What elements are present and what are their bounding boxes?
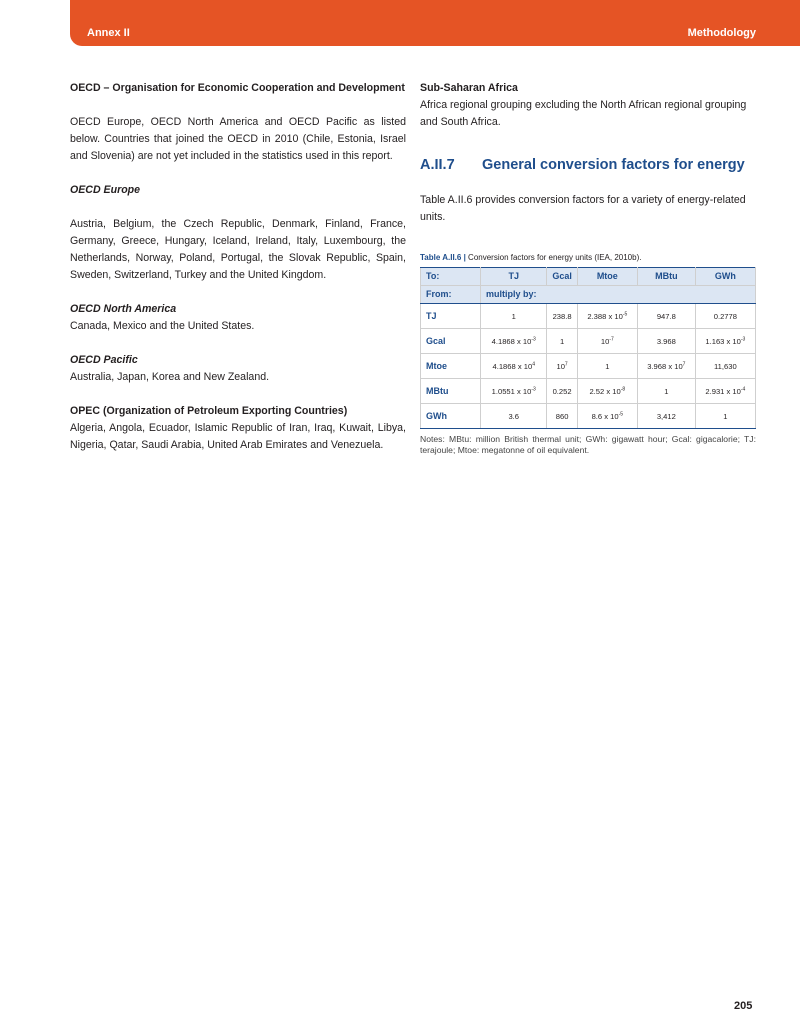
page-number: 205	[734, 1000, 753, 1012]
column-header: GWh	[695, 268, 755, 286]
cell-value: 238.8	[552, 311, 572, 321]
table-cell	[695, 379, 755, 404]
row-unit-label: Mtoe	[421, 354, 481, 379]
cell-value: 0.2778	[713, 311, 737, 321]
left-column	[70, 80, 406, 454]
table-cell	[637, 329, 695, 354]
cell-value: 860	[555, 411, 569, 421]
table-cell	[481, 304, 547, 329]
cell-value: 11,630	[714, 361, 737, 371]
table-cell	[637, 404, 695, 429]
table-row	[421, 354, 756, 379]
oecd-pacific-list: Australia, Japan, Korea and New Zealand.	[70, 371, 270, 383]
cell-exponent: 7	[564, 360, 568, 367]
table-cell	[695, 304, 755, 329]
oecd-heading: OECD – Organisation for Economic Cooperation and Development	[70, 82, 405, 94]
cell-value: 8.6 x 10	[591, 411, 619, 421]
oecd-north-america-list: Canada, Mexico and the United States.	[70, 320, 255, 332]
table-cell	[547, 304, 577, 329]
cell-value: 1.163 x 10	[705, 336, 741, 346]
table-cell	[695, 404, 755, 429]
multiply-by-label: multiply by:	[481, 286, 756, 304]
cell-value: 1	[511, 311, 516, 321]
cell-value: 1	[605, 361, 610, 371]
section-description: Table A.II.6 provides conversion factors for a variety of energy-related units.	[420, 194, 746, 223]
cell-value: 3.968	[656, 336, 676, 346]
header-section-label: Methodology	[687, 27, 756, 39]
cell-value: 10	[600, 336, 610, 346]
table-cell	[695, 354, 755, 379]
cell-exponent: -3	[740, 335, 746, 342]
table-cell	[547, 379, 577, 404]
cell-value: 3.6	[508, 411, 520, 421]
table-from-row	[421, 286, 756, 304]
opec-heading: OPEC (Organization of Petroleum Exporting Countries)	[70, 405, 348, 417]
table-cell	[695, 329, 755, 354]
table-cell	[637, 379, 695, 404]
table-label: Table A.II.6 |	[420, 253, 466, 262]
oecd-description: OECD Europe, OECD North America and OECD Pacific as listed below. Countries that joined the OECD in 2010 (Chile, Estonia, Israel and Slovenia) are not yet included in the statistics used in this report.	[70, 116, 406, 162]
table-cell	[481, 379, 547, 404]
cell-exponent: -3	[531, 335, 536, 342]
table-cell	[481, 329, 547, 354]
page-header	[70, 0, 800, 46]
table-cell	[577, 379, 637, 404]
column-header: Gcal	[547, 268, 577, 286]
cell-value: 1	[723, 411, 728, 421]
ssa-description: Africa regional grouping excluding the North African regional grouping and South Africa.	[420, 99, 747, 128]
oecd-north-america-heading: OECD North America	[70, 303, 177, 315]
row-unit-label: GWh	[421, 404, 481, 429]
section-heading	[420, 155, 756, 175]
column-header: MBtu	[637, 268, 695, 286]
table-row	[421, 379, 756, 404]
table-header-row	[421, 268, 756, 286]
cell-value: 4.1868 x 10	[491, 336, 532, 346]
table-cell	[481, 354, 547, 379]
table-cell	[481, 404, 547, 429]
column-header: TJ	[481, 268, 547, 286]
row-unit-label: MBtu	[421, 379, 481, 404]
table-cell	[577, 354, 637, 379]
cell-value: 2.388 x 10	[587, 311, 623, 321]
table-caption-text: Conversion factors for energy units (IEA, 2010b).	[468, 253, 642, 262]
cell-exponent: -7	[609, 335, 614, 342]
right-column	[420, 80, 756, 456]
oecd-europe-heading: OECD Europe	[70, 184, 141, 196]
to-label: To:	[421, 268, 481, 286]
cell-value: 3,412	[656, 411, 676, 421]
row-unit-label: Gcal	[421, 329, 481, 354]
conversion-table	[420, 267, 756, 429]
cell-exponent: -5	[618, 410, 624, 417]
cell-exponent: 4	[532, 360, 535, 367]
header-annex-label: Annex II	[87, 27, 130, 39]
table-cell	[577, 404, 637, 429]
table-cell	[577, 304, 637, 329]
table-row	[421, 329, 756, 354]
cell-value: 10	[556, 361, 565, 371]
cell-value: 4.1868 x 10	[492, 361, 533, 371]
table-cell	[547, 404, 577, 429]
cell-value: 0.252	[552, 386, 572, 396]
column-header: Mtoe	[577, 268, 637, 286]
cell-value: 1	[664, 386, 669, 396]
cell-value: 2.931 x 10	[705, 386, 741, 396]
section-title: General conversion factors for energy	[482, 157, 745, 173]
cell-value: 1.0551 x 10	[491, 386, 532, 396]
section-number: A.II.7	[420, 157, 455, 173]
cell-value: 1	[559, 336, 565, 346]
from-label: From:	[421, 286, 481, 304]
cell-value: 2.52 x 10	[589, 386, 621, 396]
row-unit-label: TJ	[421, 304, 481, 329]
cell-value: 947.8	[656, 311, 676, 321]
table-cell	[547, 354, 577, 379]
oecd-pacific-heading: OECD Pacific	[70, 354, 138, 366]
table-cell	[637, 304, 695, 329]
cell-exponent: 7	[682, 360, 686, 367]
table-cell	[547, 329, 577, 354]
oecd-europe-list: Austria, Belgium, the Czech Republic, Denmark, Finland, France, Germany, Greece, Hungary, Iceland, Ireland, Italy, Luxembourg, the Netherlands, Norway, Poland, Portugal, the Slovak Republic, Spain, Sweden, Switzerland, Turkey and the United Kingdom.	[70, 218, 406, 281]
ssa-heading: Sub-Saharan Africa	[420, 82, 518, 94]
cell-exponent: -5	[622, 310, 628, 317]
table-row	[421, 304, 756, 329]
cell-value: 3.968 x 10	[647, 361, 683, 371]
cell-exponent: -8	[620, 385, 626, 392]
opec-list: Algeria, Angola, Ecuador, Islamic Republic of Iran, Iraq, Kuwait, Libya, Nigeria, Qatar, Saudi Arabia, United Arab Emirates and Venezuela.	[70, 422, 406, 451]
table-caption	[420, 252, 756, 263]
table-row	[421, 404, 756, 429]
table-cell	[577, 329, 637, 354]
cell-exponent: -4	[740, 385, 746, 392]
table-notes: Notes: MBtu: million British thermal unit; GWh: gigawatt hour; Gcal: gigacalorie; TJ: terajoule; Mtoe: megatonne of oil equivalent.	[420, 434, 756, 455]
table-cell	[637, 354, 695, 379]
cell-exponent: -3	[531, 385, 536, 392]
